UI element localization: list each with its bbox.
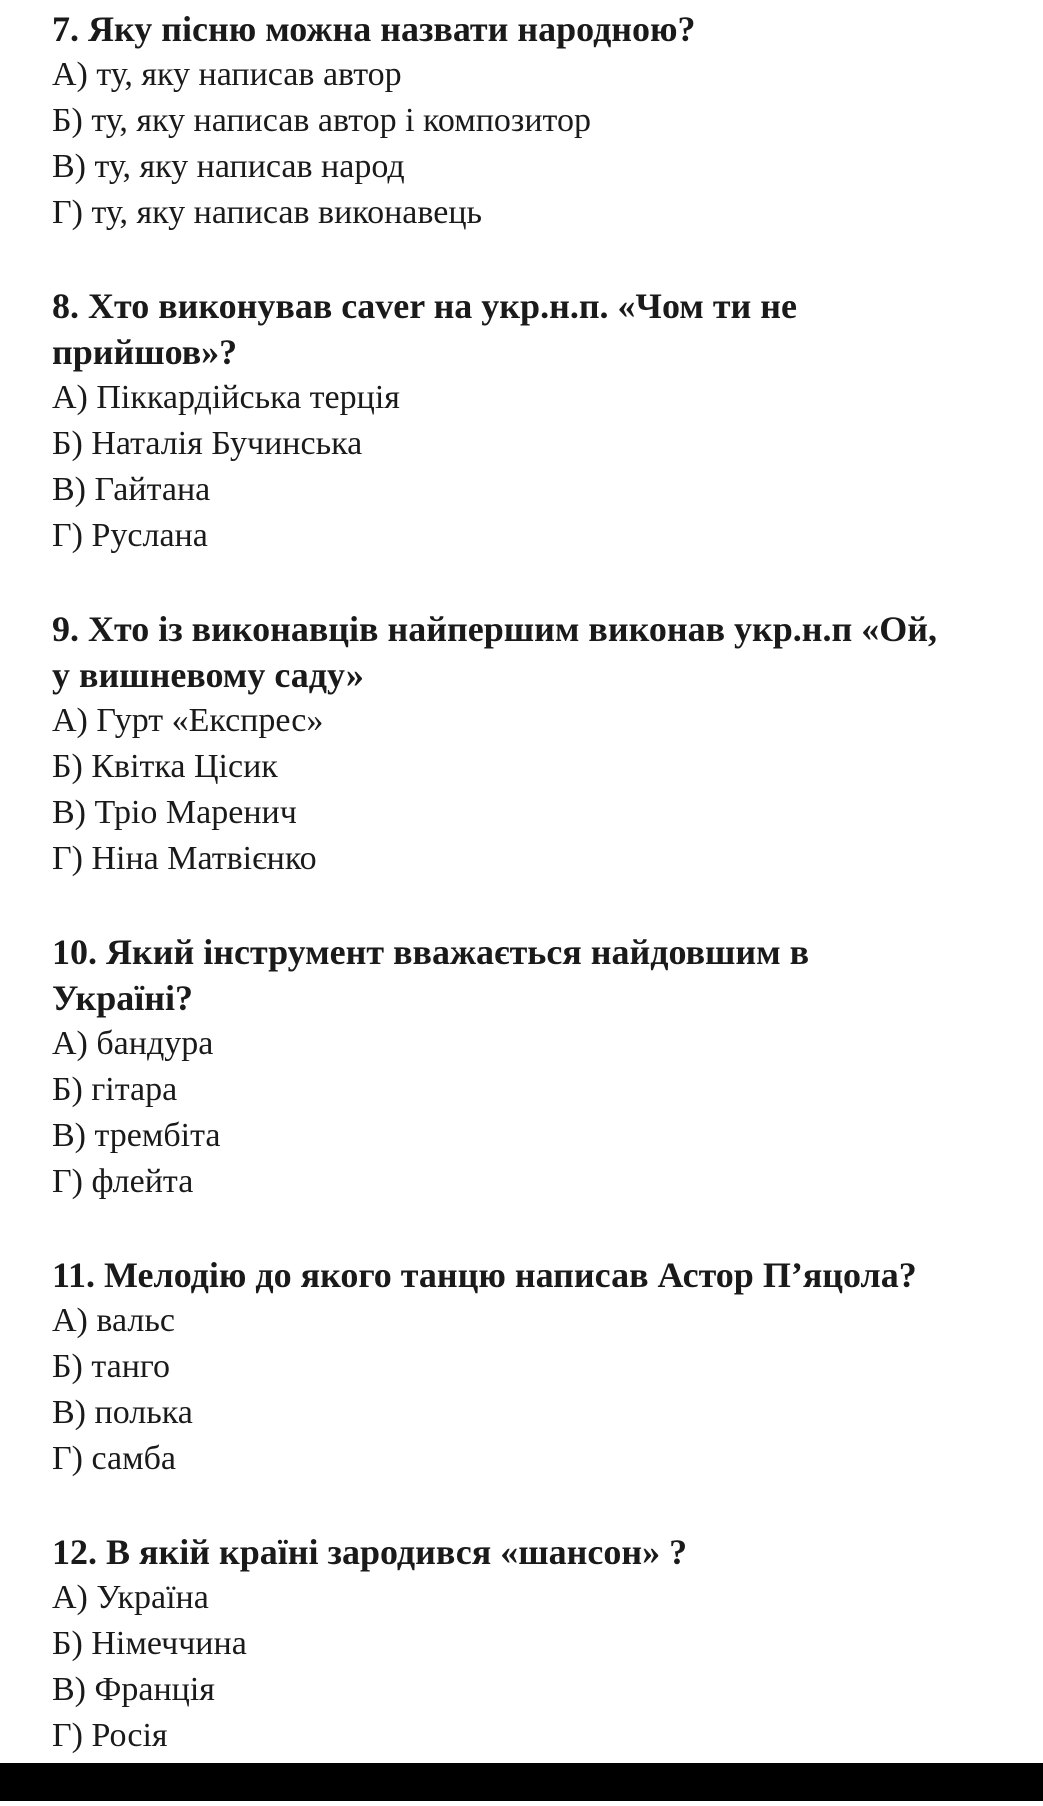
answer-option-d: Г) флейта <box>52 1163 194 1200</box>
answer-option-b: Б) Німеччина <box>52 1625 247 1662</box>
question-title-line-2: у вишневому саду» <box>52 655 364 695</box>
answer-option-a: А) бандура <box>52 1025 214 1062</box>
answer-option-c: В) Франція <box>52 1671 215 1708</box>
answer-option-c: В) трембіта <box>52 1117 221 1154</box>
question-title-line-2: прийшов»? <box>52 332 238 372</box>
question-title: 11. Мелодію до якого танцю написав Астор П’яцола? <box>52 1255 917 1295</box>
question-10 <box>52 929 1012 1205</box>
question-9 <box>52 606 1012 882</box>
answer-option-b: Б) Квітка Цісик <box>52 748 278 785</box>
answer-option-a: А) вальс <box>52 1302 175 1339</box>
bottom-black-bar <box>0 1763 1043 1801</box>
quiz-document <box>52 6 1012 1806</box>
answer-option-c: В) Гайтана <box>52 471 211 508</box>
answer-option-d: Г) Росія <box>52 1717 168 1754</box>
answer-option-b: Б) Наталія Бучинська <box>52 425 363 462</box>
answer-option-c: В) ту, яку написав народ <box>52 148 405 185</box>
question-7 <box>52 6 1012 236</box>
question-title-line-1: 9. Хто із виконавців найпершим виконав укр.н.п «Ой, <box>52 609 938 649</box>
answer-option-a: А) Україна <box>52 1579 209 1616</box>
answer-option-b: Б) танго <box>52 1348 171 1385</box>
answer-option-b: Б) ту, яку написав автор і композитор <box>52 102 591 139</box>
question-11 <box>52 1252 1012 1482</box>
answer-option-d: Г) Руслана <box>52 517 208 554</box>
answer-option-a: А) ту, яку написав автор <box>52 56 402 93</box>
answer-option-b: Б) гітара <box>52 1071 178 1108</box>
answer-option-d: Г) Ніна Матвієнко <box>52 840 317 877</box>
answer-option-a: А) Гурт «Експрес» <box>52 702 324 739</box>
question-title: 12. В якій країні зародився «шансон» ? <box>52 1532 688 1572</box>
answer-option-d: Г) ту, яку написав виконавець <box>52 194 483 231</box>
question-8 <box>52 283 1012 559</box>
answer-option-c: В) полька <box>52 1394 193 1431</box>
question-title-line-1: 8. Хто виконував caver на укр.н.п. «Чом ти не <box>52 286 797 326</box>
answer-option-d: Г) самба <box>52 1440 176 1477</box>
question-12 <box>52 1529 1012 1759</box>
question-title-line-2: Україні? <box>52 978 193 1018</box>
answer-option-a: А) Піккардійська терція <box>52 379 400 416</box>
answer-option-c: В) Тріо Маренич <box>52 794 297 831</box>
question-title: 7. Яку пісню можна назвати народною? <box>52 9 696 49</box>
question-title-line-1: 10. Який інструмент вважається найдовшим в <box>52 932 810 972</box>
